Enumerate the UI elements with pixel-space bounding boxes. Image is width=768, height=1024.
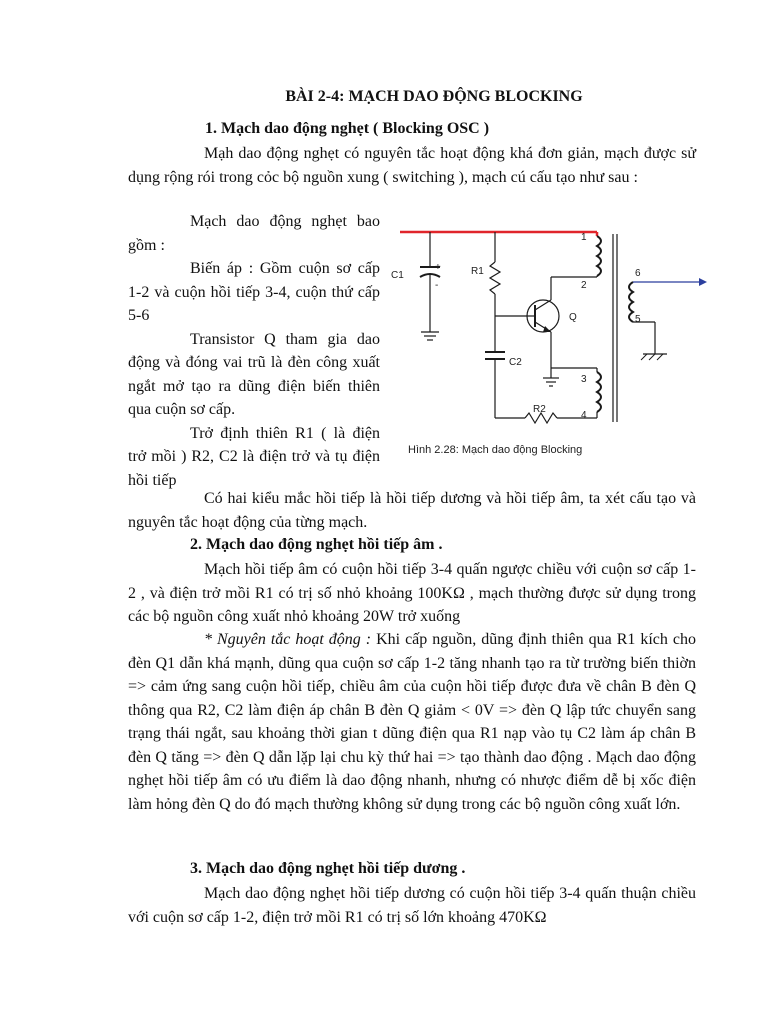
section2-heading: 2. Mạch dao động nghẹt hồi tiếp âm . bbox=[190, 536, 443, 553]
blocking-oscillator-circuit bbox=[385, 222, 715, 442]
pin3-label: 3 bbox=[581, 374, 587, 385]
section2-para1: Mạch hồi tiếp âm có cuộn hồi tiếp 3-4 quấn ngược chiều với cuộn sơ cấp 1-2 , và điện trở mồi R1 có trị số nhỏ khoảng 100KΩ , mạch thường được sử dụng trong các bộ nguồn công xuất nhỏ khoảng 20W trở xuống bbox=[128, 561, 696, 625]
section1-outro: Có hai kiểu mắc hồi tiếp là hồi tiếp dương và hồi tiếp âm, ta xét cấu tạo và nguyên tắc hoạt động của từng mạch. bbox=[128, 490, 696, 531]
section3-para1: Mạch dao động nghẹt hồi tiếp dương có cuộn hồi tiếp 3-4 quấn thuận chiều với cuộn sơ cấp 1-2, điện trở mồi R1 có trị số lớn khoảng 470KΩ bbox=[128, 885, 696, 926]
section1-intro: Mạh dao động nghẹt có nguyên tắc hoạt động khá đơn giản, mạch được sử dụng rộng rói trong cỏc bộ nguồn xung ( switching ), mạch cú cấu tạo như sau : bbox=[128, 145, 696, 186]
page-title: BÀI 2-4: MẠCH DAO ĐỘNG BLOCKING bbox=[285, 88, 583, 105]
output-arrow-icon bbox=[699, 278, 707, 286]
list-item: Trở định thiên R1 ( là điện trở mồi ) R2, C2 là điện trở và tụ điện hồi tiếp bbox=[128, 424, 380, 489]
c1-label: C1 bbox=[391, 270, 404, 281]
list-item: Mạch dao động nghẹt bao gồm : bbox=[128, 213, 380, 254]
r2-label: R2 bbox=[533, 404, 546, 415]
list-item: Transistor Q tham gia dao động và đóng vai trũ là đèn công xuất ngắt mở tạo ra dũng điện biến thiên qua cuộn sơ cấp. bbox=[128, 330, 380, 418]
pin2-label: 2 bbox=[581, 280, 587, 291]
pin5-label: 5 bbox=[635, 314, 641, 325]
pin4-label: 4 bbox=[581, 410, 587, 421]
primary-coil bbox=[597, 236, 601, 276]
plus-sign: + bbox=[435, 262, 441, 273]
principle-label: * Nguyên tắc hoạt động : bbox=[204, 631, 372, 648]
list-item: Biến áp : Gồm cuộn sơ cấp 1-2 và cuộn hồi tiếp 3-4, cuộn thứ cấp 5-6 bbox=[128, 260, 380, 324]
pin6-label: 6 bbox=[635, 268, 641, 279]
figure-caption: Hình 2.28: Mạch dao động Blocking bbox=[408, 444, 583, 456]
principle-text: Khi cấp nguồn, dũng định thiên qua R1 kích cho đèn Q1 dẫn khá mạnh, dũng qua cuộn sơ cấp 1-2 tăng nhanh tạo ra từ trường biến thiờn => cảm ứng sang cuộn hồi tiếp, chiều âm của cuộn hồi tiếp được đưa về chân B đèn Q thông qua R2, C2 làm điện áp chân B đèn Q giảm < 0V => đèn Q lập tức chuyển sang trạng thái ngắt, sau khoảng thời gian t dũng điện qua R1 nạp vào tụ C2 làm áp chân B đèn Q tăng => đèn Q dẫn lặp lại chu kỳ thứ hai => tạo thành dao động . Mạch dao động nghẹt hồi tiếp âm có ưu điểm là dao động nhanh, nhưng có nhược điểm dễ bị xốc điện làm hỏng đèn Q do đó mạch thường không sử dụng trong các bộ nguồn công xuất lớn. bbox=[128, 631, 696, 813]
component-list bbox=[128, 210, 380, 492]
secondary-coil bbox=[629, 282, 633, 322]
section3-heading: 3. Mạch dao động nghẹt hồi tiếp dương . bbox=[190, 860, 466, 877]
q-label: Q bbox=[569, 312, 577, 323]
section2-para2 bbox=[128, 628, 696, 816]
r1-label: R1 bbox=[471, 266, 484, 277]
section1-heading: 1. Mạch dao động nghẹt ( Blocking OSC ) bbox=[205, 120, 490, 137]
pin1-label: 1 bbox=[581, 232, 587, 243]
r1-resistor bbox=[490, 262, 500, 294]
minus-sign: - bbox=[435, 280, 439, 291]
feedback-coil bbox=[597, 372, 601, 412]
c2-label: C2 bbox=[509, 357, 522, 368]
